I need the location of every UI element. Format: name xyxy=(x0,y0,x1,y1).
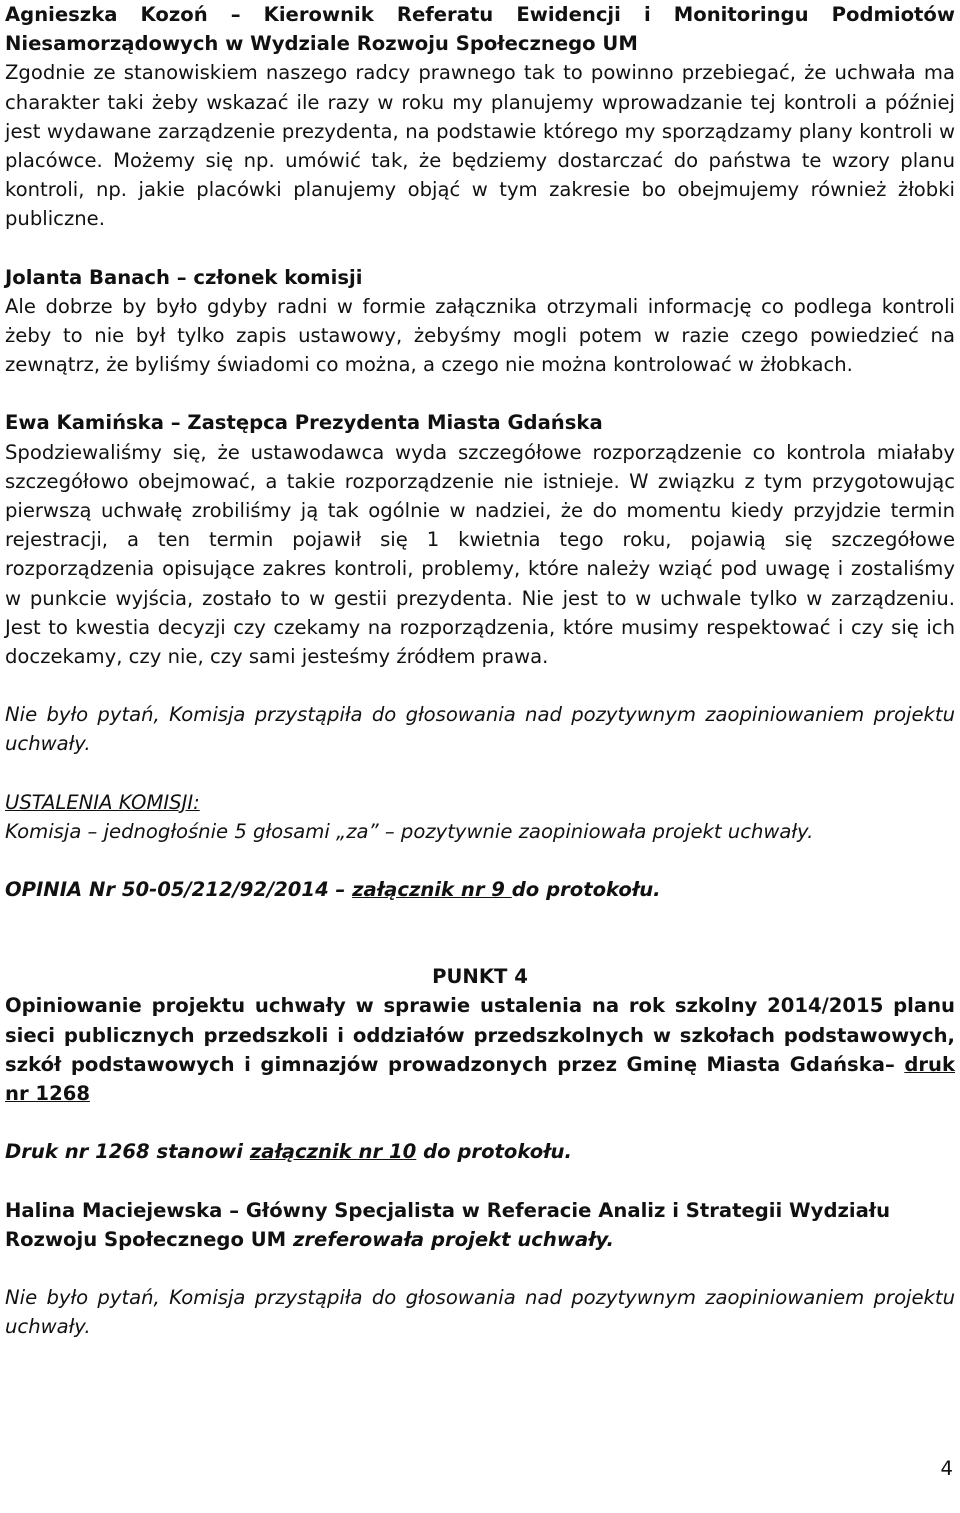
agenda-point-4 xyxy=(5,962,955,1108)
voting-note: Nie było pytań, Komisja przystąpiła do głosowania nad pozytywnym zaopiniowaniem projektu uchwały. xyxy=(5,1285,955,1339)
opinion-number: OPINIA Nr 50-05/212/92/2014 – xyxy=(5,878,353,902)
speaker-name: Halina Maciejewska – Główny Specjalista w Referacie Analiz i Strategii Wydziału Rozwoju Społecznego UM xyxy=(5,1198,891,1251)
no-questions-note-2 xyxy=(5,1283,955,1341)
attachment-link[interactable]: załącznik nr 10 xyxy=(249,1140,417,1164)
speaker-name: Ewa Kamińska – Zastępca Prezydenta Miasta Gdańska xyxy=(5,411,603,435)
no-questions-note xyxy=(5,700,955,758)
druk-prefix: Druk nr 1268 stanowi xyxy=(5,1140,250,1164)
committee-findings xyxy=(5,788,955,846)
point-description: Opiniowanie projektu uchwały w sprawie ustalenia na rok szkolny 2014/2015 planu sieci publicznych przedszkoli i oddziałów przedszkolnych w szkołach podstawowych, szkół podstawowych i gimnazjów prowadzonych przez Gminę Miasta Gdańska– xyxy=(5,994,955,1076)
speaker-name: Jolanta Banach – członek komisji xyxy=(5,265,363,289)
statement-kaminska xyxy=(5,408,955,671)
statement-text: Ale dobrze by było gdyby radni w formie załącznika otrzymali informację co podlega kontroli żeby to nie był tylko zapis ustawowy, żebyśmy mogli potem w razie czego powiedzieć na zewnątrz, że byliśmy świadomi co można, a czego nie można kontrolować w żłobkach. xyxy=(5,294,955,377)
druk-link[interactable]: druk nr 1268 xyxy=(5,1052,955,1106)
page-number: 4 xyxy=(940,1457,953,1480)
document-page xyxy=(5,0,955,1341)
statement-text: Spodziewaliśmy się, że ustawodawca wyda szczegółowe rozporządzenie co kontrola miałaby szczegółowo obejmować, a takie rozporządzenie nie istnieje. W związku z tym przygotowując pierwszą uchwałę zrobiliśmy ją tak ogólnie w nadziei, że do momentu kiedy przyjdzie termin rejestracji, a ten termin pojawił się 1 kwietnia tego roku, pojawią się szczegółowe rozporządzenia opisujące zakres kontroli, problemy, które należy wziąć pod uwagę i zostaliśmy w punkcie wyjścia, zostało to w gestii prezydenta. Nie jest to w uchwale tylko w zarządzeniu. Jest to kwestia decyzji czy czekamy na rozporządzenia, które musimy respektować i czy się ich doczekamy, czy nie, czy sami jesteśmy źródłem prawa. xyxy=(5,440,955,669)
statement-text: Zgodnie ze stanowiskiem naszego radcy prawnego tak to powinno przebiegać, że uchwała ma charakter taki żeby wskazać ile razy w roku my planujemy wprowadzanie tej kontroli a później jest wydawane zarządzenie prezydenta, na podstawie którego my sporządzamy plany kontroli w placówce. Możemy się np. umówić tak, że będziemy dostarczać do państwa te wzory planu kontroli, np. jakie placówki planujemy objąć w tym zakresie bo obejmujemy również żłobki publiczne. xyxy=(5,61,955,231)
statement-banach xyxy=(5,263,955,380)
findings-text: Komisja – jednogłośnie 5 głosami „za” – pozytywnie zaopiniowała projekt uchwały. xyxy=(5,819,814,843)
statement-maciejewska xyxy=(5,1196,955,1254)
opinion-line xyxy=(5,875,955,904)
druk-suffix: do protokołu. xyxy=(416,1140,572,1164)
voting-note: Nie było pytań, Komisja przystąpiła do głosowania nad pozytywnym zaopiniowaniem projektu uchwały. xyxy=(5,703,955,756)
attachment-link[interactable]: załącznik nr 9 xyxy=(352,878,512,902)
opinion-suffix: do protokołu. xyxy=(511,878,661,902)
statement-kozon xyxy=(5,0,955,234)
speaker-name: Agnieszka Kozoń – Kierownik Referatu Ewidencji i Monitoringu Podmiotów Niesamorządowych w Wydziale Rozwoju Społecznego UM xyxy=(5,3,955,56)
findings-heading: USTALENIA KOMISJI: xyxy=(5,790,200,814)
point-title: PUNKT 4 xyxy=(432,965,528,989)
druk-attachment-line xyxy=(5,1137,955,1166)
statement-text: zreferowała projekt uchwały. xyxy=(286,1227,614,1251)
